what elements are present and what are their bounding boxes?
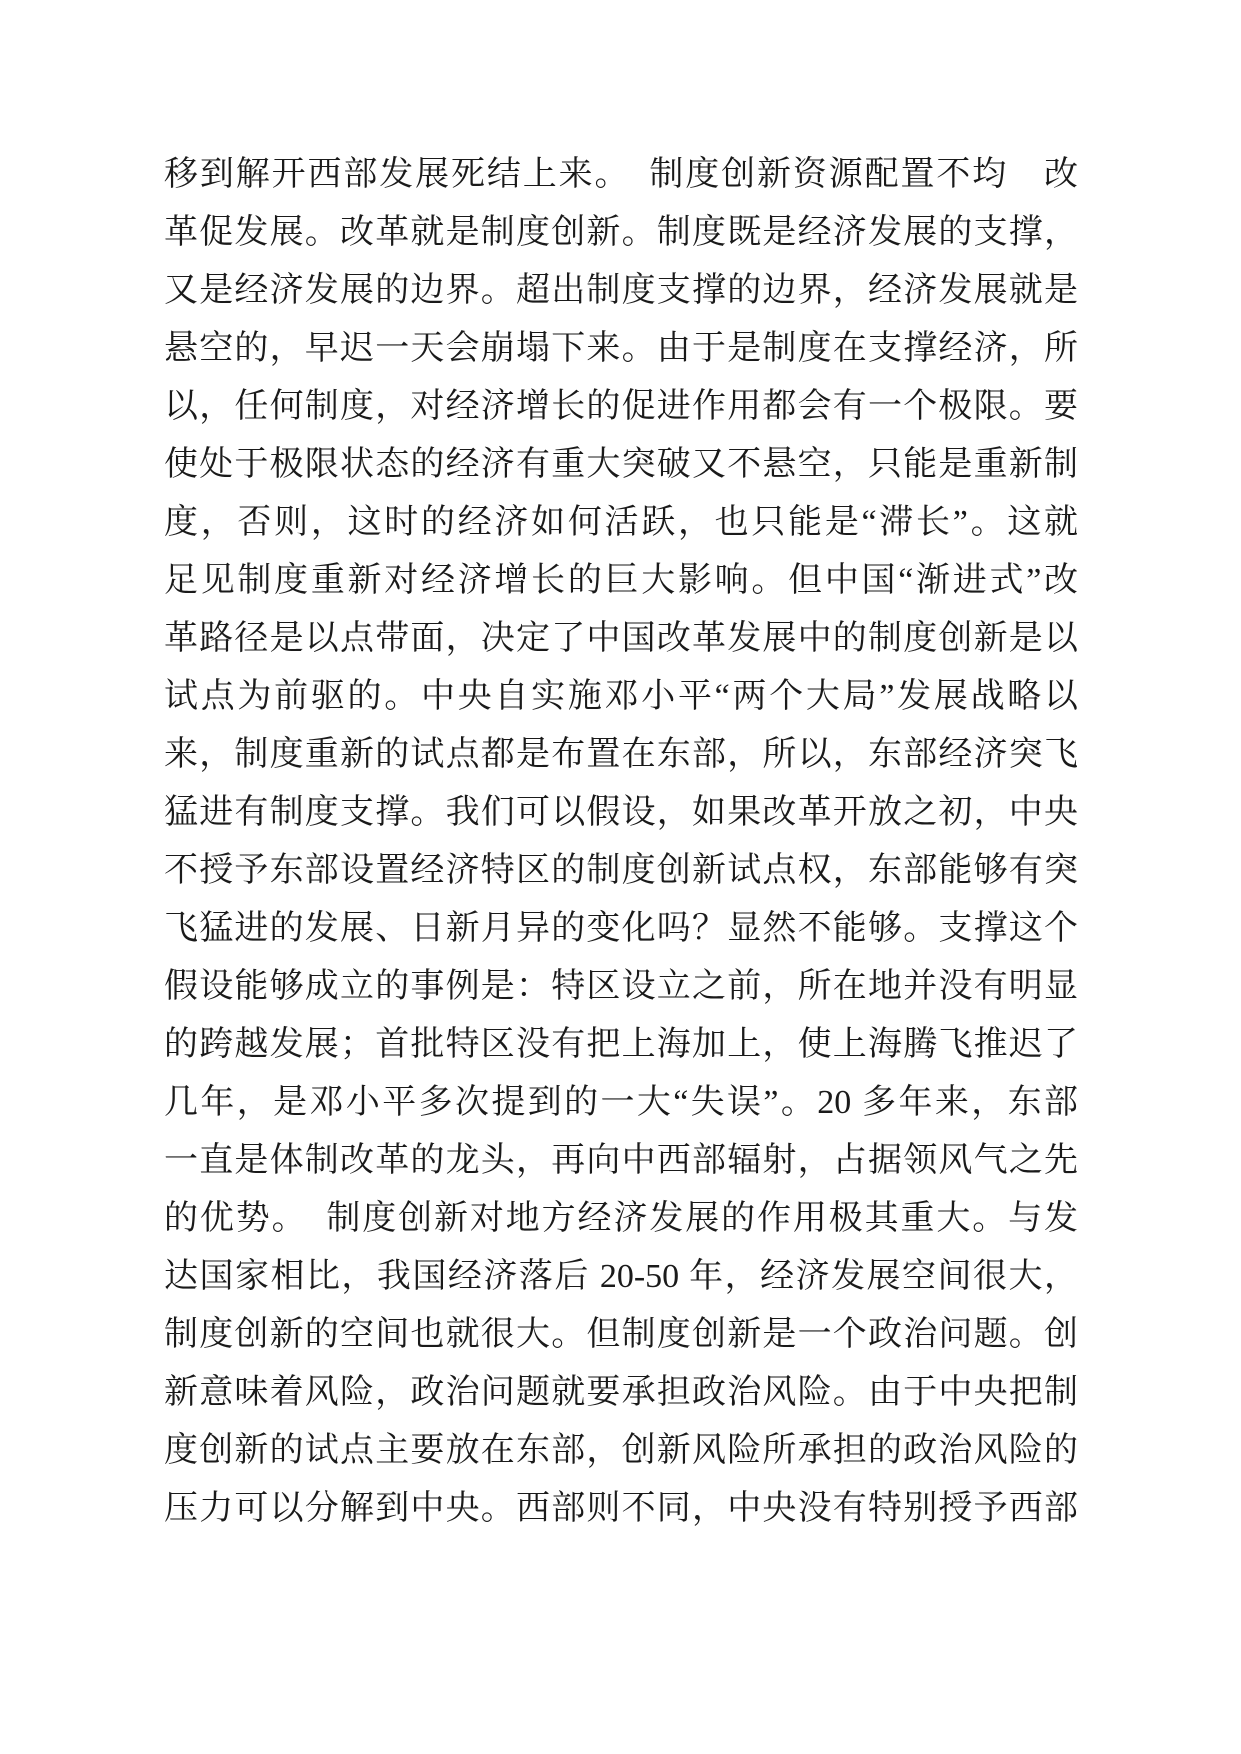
text-line: 达国家相比，我国经济落后 20-50 年，经济发展空间很大， [164,1258,1078,1295]
text-line: 新意味着风险，政治问题就要承担政治风险。由于中央把制 [164,1374,1078,1411]
text-line: 制度创新的空间也就很大。但制度创新是一个政治问题。创 [164,1316,1078,1353]
text-line: 几年，是邓小平多次提到的一大“失误”。20 多年来，东部 [164,1084,1078,1121]
text-line: 试点为前驱的。中央自实施邓小平“两个大局”发展战略以 [164,678,1078,715]
text-line: 革路径是以点带面，决定了中国改革发展中的制度创新是以 [164,620,1078,657]
text-line: 的跨越发展；首批特区没有把上海加上，使上海腾飞推迟了 [164,1026,1078,1063]
text-line: 飞猛进的发展、日新月异的变化吗？显然不能够。支撑这个 [164,910,1078,947]
text-line: 足见制度重新对经济增长的巨大影响。但中国“渐进式”改 [164,562,1078,599]
text-line: 悬空的，早迟一天会崩塌下来。由于是制度在支撑经济，所 [164,330,1078,367]
text-line: 以，任何制度，对经济增长的促进作用都会有一个极限。要 [164,388,1078,425]
text-line: 革促发展。改革就是制度创新。制度既是经济发展的支撑， [164,214,1078,251]
paragraph-block [164,146,1078,1538]
text-line: 一直是体制改革的龙头，再向中西部辐射，占据领风气之先 [164,1142,1078,1179]
text-line: 猛进有制度支撑。我们可以假设，如果改革开放之初，中央 [164,794,1078,831]
text-line: 移到解开西部发展死结上来。 制度创新资源配置不均 改 [164,156,1078,193]
text-line: 度，否则，这时的经济如何活跃，也只能是“滞长”。这就 [164,504,1078,541]
text-line: 使处于极限状态的经济有重大突破又不悬空，只能是重新制 [164,446,1078,483]
text-line: 度创新的试点主要放在东部，创新风险所承担的政治风险的 [164,1432,1078,1469]
text-line: 假设能够成立的事例是：特区设立之前，所在地并没有明显 [164,968,1078,1005]
text-line: 来，制度重新的试点都是布置在东部，所以，东部经济突飞 [164,736,1078,773]
text-line: 又是经济发展的边界。超出制度支撑的边界，经济发展就是 [164,272,1078,309]
text-line: 的优势。 制度创新对地方经济发展的作用极其重大。与发 [164,1200,1078,1237]
text-line: 压力可以分解到中央。西部则不同，中央没有特别授予西部 [164,1490,1078,1527]
text-line: 不授予东部设置经济特区的制度创新试点权，东部能够有突 [164,852,1078,889]
